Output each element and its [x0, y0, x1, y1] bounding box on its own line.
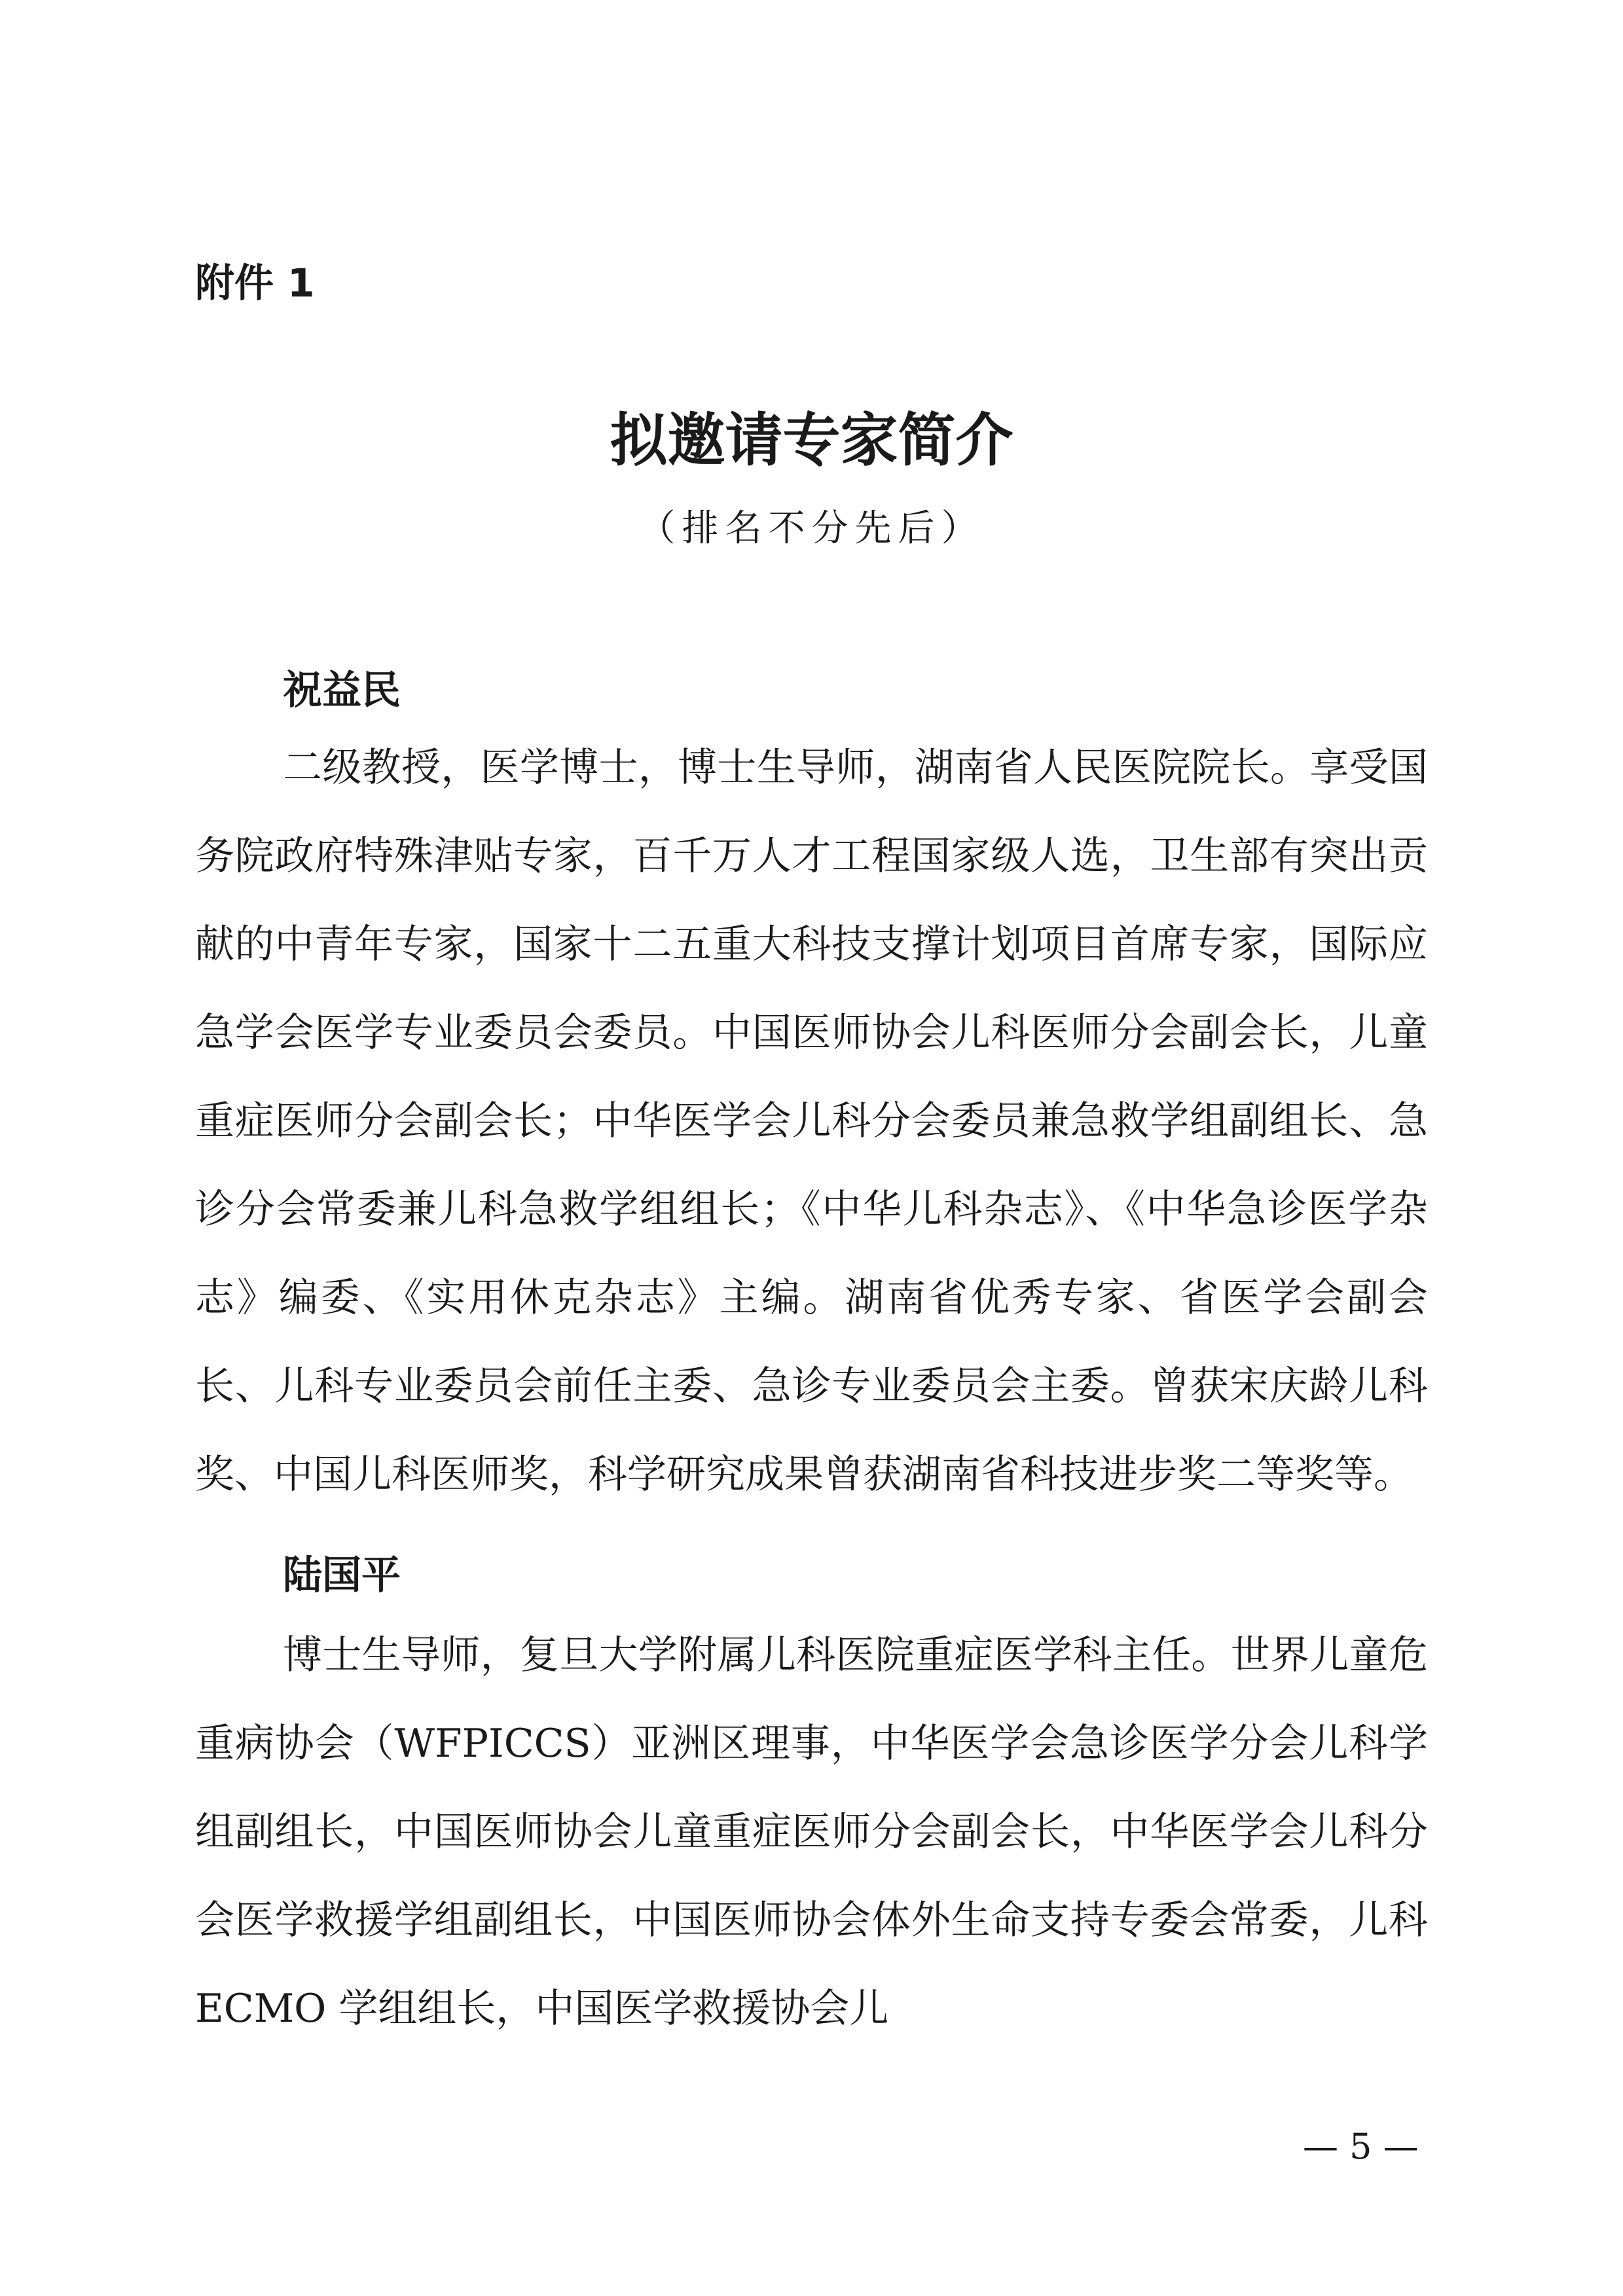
- page-number: — 5 —: [1303, 2126, 1419, 2167]
- expert-bio: 二级教授，医学博士，博士生导师，湖南省人民医院院长。享受国务院政府特殊津贴专家，百千万人才工程国家级人选，卫生部有突出贡献的中青年专家，国家十二五重大科技支撑计划项目首席专家，国际应急学会医学专业委员会委员。中国医师协会儿科医师分会副会长，儿童重症医师分会副会长；中华医学会儿科分会委员兼急救学组副组长、急诊分会常委兼儿科急救学组组长；《中华儿科杂志》、《中华急诊医学杂志》编委、《实用休克杂志》主编。湖南省优秀专家、省医学会副会长、儿科专业委员会前任主委、急诊专业委员会主委。曾获宋庆龄儿科奖、中国儿科医师奖，科学研究成果曾获湖南省科技进步奖二等奖等。: [195, 745, 1428, 1498]
- attachment-label: 附件 1: [195, 260, 315, 306]
- expert-bio: 博士生导师，复旦大学附属儿科医院重症医学科主任。世界儿童危重病协会（WFPICCS）亚洲区理事，中华医学会急诊医学分会儿科学组副组长，中国医师协会儿童重症医师分会副会长，中华医学会儿科分会医学救援学组副组长，中国医师协会体外生命支持专委会常委，儿科 ECMO 学组组长，中国医学救援协会儿: [195, 1632, 1428, 2032]
- page-subtitle: （排名不分先后）: [638, 507, 985, 550]
- expert-name: 陆国平: [283, 1552, 401, 1598]
- expert-name: 祝益民: [283, 668, 401, 713]
- page-title: 拟邀请专家简介: [610, 406, 1013, 474]
